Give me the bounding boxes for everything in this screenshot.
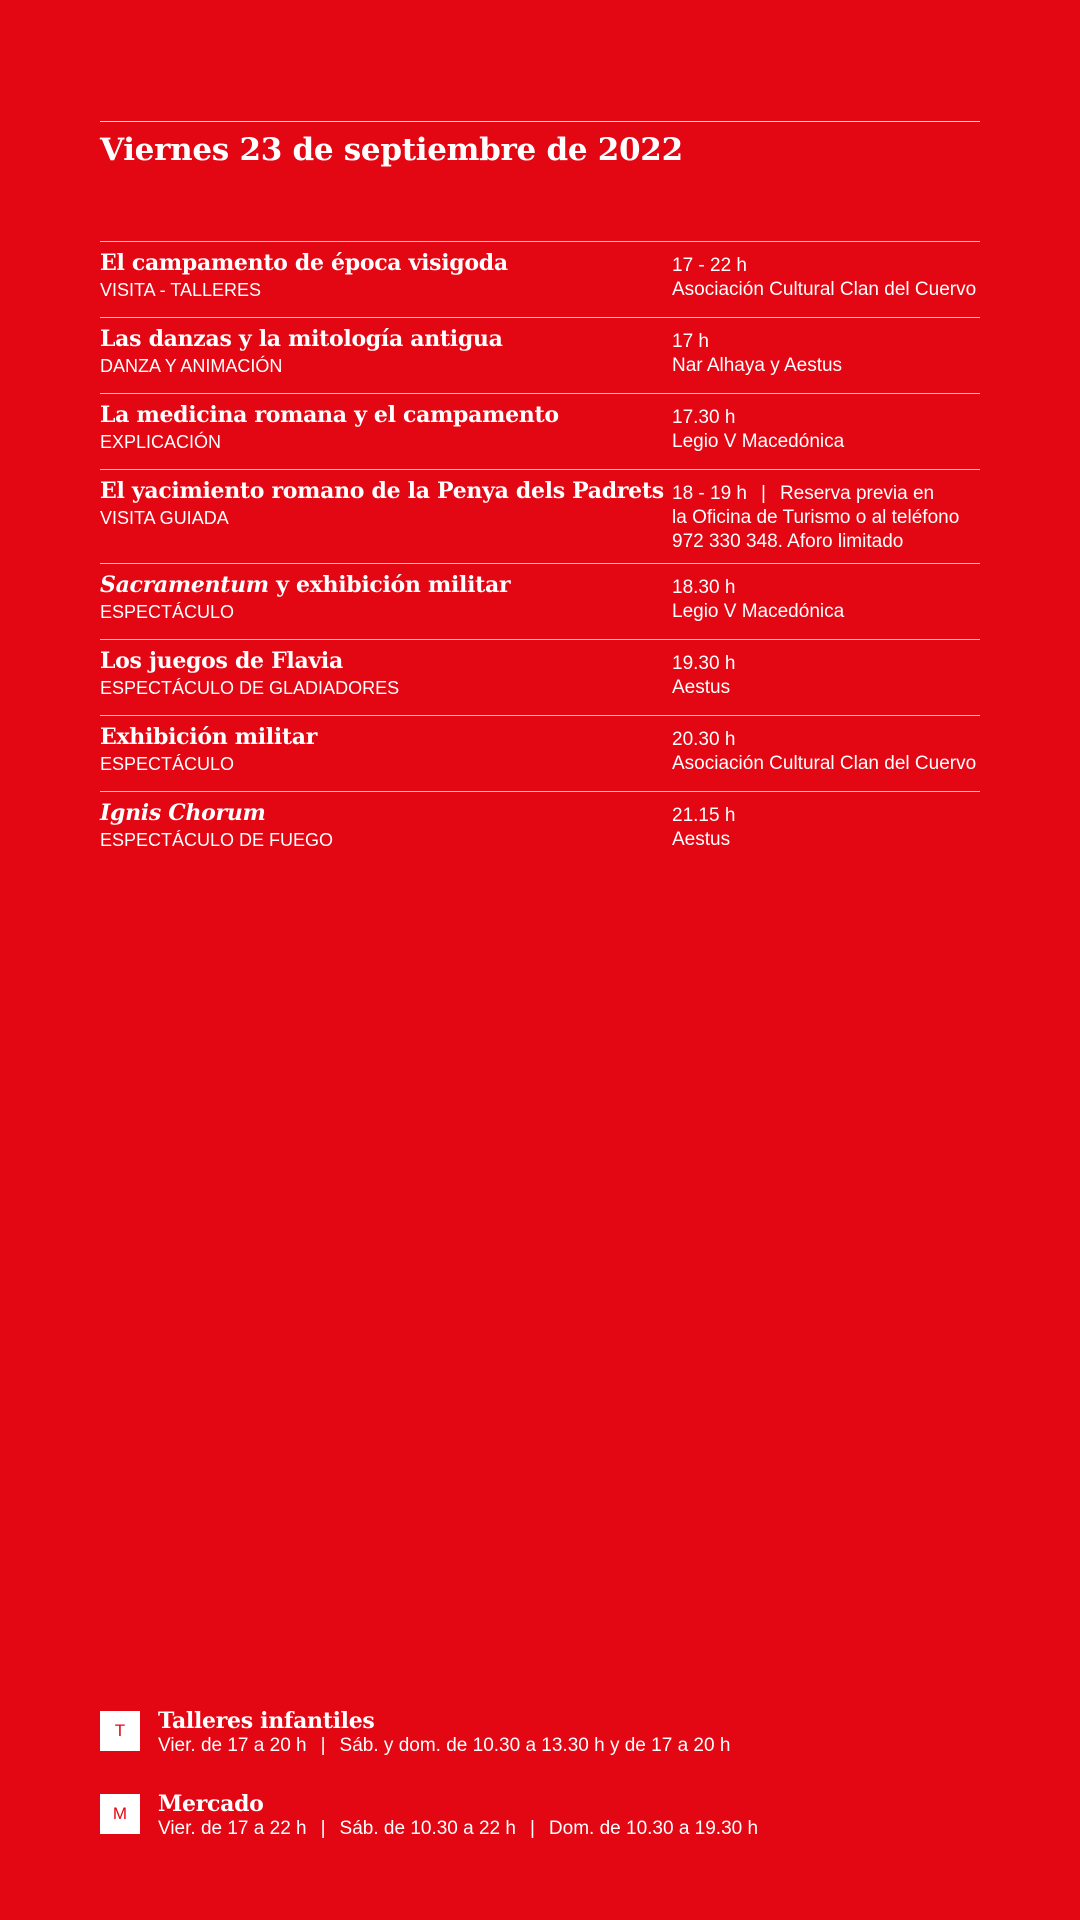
event-description: [100, 477, 672, 563]
event-type: ESPECTÁCULO DE FUEGO: [100, 830, 334, 850]
legend-hours-item: Vier. de 17 a 22 h: [158, 1818, 307, 1839]
event-row: [100, 639, 980, 715]
event-details: [672, 325, 980, 393]
event-title: [100, 571, 672, 599]
page-title: Viernes 23 de septiembre de 2022: [100, 132, 683, 168]
separator: |: [320, 1735, 326, 1756]
legend-title: Mercado: [158, 1791, 264, 1817]
event-organizer: Nar Alhaya y Aestus: [672, 355, 843, 376]
legend-key-badge: T: [100, 1711, 140, 1751]
event-description: [100, 249, 672, 317]
legend-hours: [158, 1817, 758, 1841]
event-type: VISITA GUIADA: [100, 508, 229, 528]
event-row: [100, 393, 980, 469]
event-description: [100, 325, 672, 393]
event-details: [672, 723, 980, 791]
event-time: 19.30 h: [672, 653, 736, 674]
event-description: [100, 799, 672, 867]
legend-talleres: [100, 1708, 980, 1758]
event-time: 17.30 h: [672, 407, 736, 428]
legend-hours-item: Sáb. de 10.30 a 22 h: [339, 1818, 516, 1839]
event-organizer: Asociación Cultural Clan del Cuervo: [672, 753, 977, 774]
separator: |: [320, 1818, 326, 1839]
event-type: DANZA Y ANIMACIÓN: [100, 356, 283, 376]
separator: |: [761, 483, 766, 504]
legend-hours: [158, 1734, 730, 1758]
event-details: [672, 571, 980, 639]
event-title: Los juegos de Flavia: [100, 648, 343, 674]
event-note-line: 972 330 348. Aforo limitado: [672, 531, 904, 552]
event-description: [100, 401, 672, 469]
separator: |: [529, 1818, 535, 1839]
event-details: [672, 401, 980, 469]
event-title: El campamento de época visigoda: [100, 250, 508, 276]
event-type: ESPECTÁCULO: [100, 602, 235, 622]
event-row: [100, 715, 980, 791]
event-time-line: [672, 482, 980, 506]
event-title: Exhibición militar: [100, 724, 318, 750]
event-organizer: Aestus: [672, 677, 731, 698]
event-title-italic: Ignis Chorum: [100, 800, 266, 826]
event-title: Las danzas y la mitología antigua: [100, 326, 503, 352]
event-row: [100, 317, 980, 393]
event-organizer: Legio V Macedónica: [672, 601, 845, 622]
legend-hours-item: Dom. de 10.30 a 19.30 h: [548, 1818, 759, 1839]
event-time: 17 h: [672, 331, 709, 352]
event-title-italic: Sacramentum: [100, 572, 269, 598]
event-organizer: Legio V Macedónica: [672, 431, 845, 452]
event-title-rest: y exhibición militar: [268, 572, 511, 598]
event-details: [672, 477, 980, 563]
event-description: [100, 571, 672, 639]
legend-body: [158, 1791, 758, 1841]
event-time: 17 - 22 h: [672, 255, 747, 276]
event-details: [672, 249, 980, 317]
event-title: El yacimiento romano de la Penya dels Padrets: [100, 478, 664, 504]
legend-mercado: [100, 1791, 980, 1841]
top-divider: [100, 121, 980, 122]
event-details: [672, 647, 980, 715]
event-note-line: la Oficina de Turismo o al teléfono: [672, 507, 960, 528]
legend-key-badge: M: [100, 1794, 140, 1834]
event-organizer: Asociación Cultural Clan del Cuervo: [672, 279, 977, 300]
event-type: VISITA - TALLERES: [100, 280, 262, 300]
event-description: [100, 723, 672, 791]
program-page: [100, 0, 980, 1920]
event-details: [672, 799, 980, 867]
event-time: 18.30 h: [672, 577, 736, 598]
legend-body: [158, 1708, 730, 1758]
event-organizer: Aestus: [672, 829, 731, 850]
event-note: Reserva previa en: [779, 483, 935, 504]
event-type: ESPECTÁCULO: [100, 754, 235, 774]
event-time: 18 - 19 h: [672, 483, 747, 504]
event-description: [100, 647, 672, 715]
event-title: [100, 799, 672, 827]
event-type: ESPECTÁCULO DE GLADIADORES: [100, 678, 400, 698]
event-row: [100, 469, 980, 563]
event-row: [100, 791, 980, 867]
legend-hours-item: Sáb. y dom. de 10.30 a 13.30 h y de 17 a 20 h: [339, 1735, 731, 1756]
legend-title: Talleres infantiles: [158, 1708, 375, 1734]
event-row: [100, 563, 980, 639]
event-type: EXPLICACIÓN: [100, 432, 222, 452]
event-row: [100, 241, 980, 317]
schedule-list: [100, 241, 980, 867]
event-time: 21.15 h: [672, 805, 736, 826]
event-title: La medicina romana y el campamento: [100, 402, 559, 428]
event-time: 20.30 h: [672, 729, 736, 750]
legend-hours-item: Vier. de 17 a 20 h: [158, 1735, 307, 1756]
